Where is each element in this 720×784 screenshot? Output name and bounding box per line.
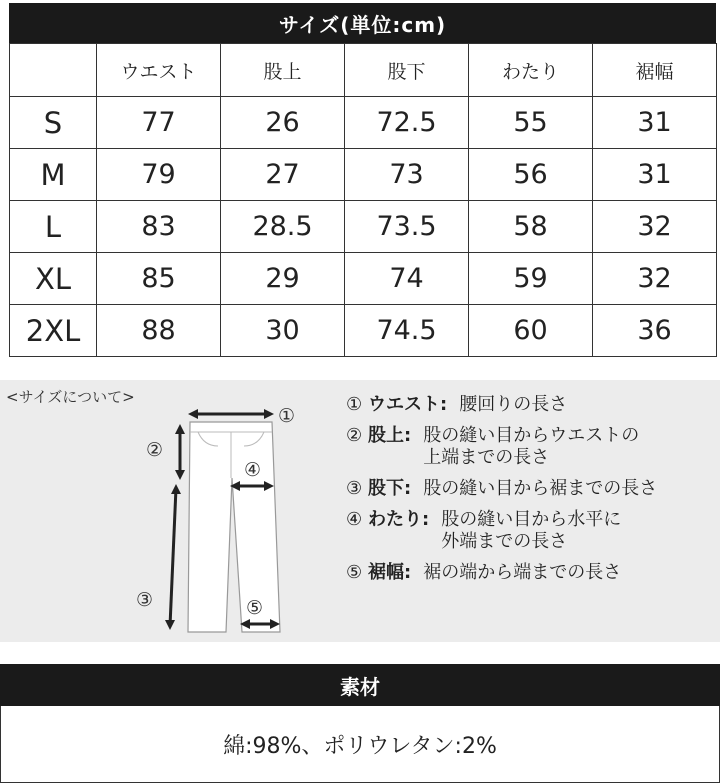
column-header-hem: 裾幅 [593,44,717,97]
column-header-thigh: わたり [469,44,593,97]
table-cell: 32 [593,201,717,253]
table-cell: 56 [469,149,593,201]
measurement-legend [346,394,716,593]
table-cell: 59 [469,253,593,305]
table-cell: 72.5 [345,97,469,149]
list-item [346,509,716,553]
legend-term: 裾幅 [368,562,404,583]
inseam-arrow-icon [170,488,176,626]
legend-colon: : [422,509,430,530]
legend-colon: : [404,562,412,583]
list-item [346,478,716,500]
table-cell: 31 [593,97,717,149]
table-cell: 30 [221,305,345,357]
legend-description: 裾の端から端までの長さ [423,562,622,583]
column-header-inseam: 股下 [345,44,469,97]
table-row [10,97,717,149]
list-item [346,425,716,469]
legend-colon: : [440,394,448,415]
table-cell: 32 [593,253,717,305]
table-cell: 36 [593,305,717,357]
material-box [0,706,720,783]
table-cell: 58 [469,201,593,253]
size-guide-title: <サイズについて> [6,388,135,406]
legend-description: 腰回りの長さ [459,394,568,415]
table-cell: 73.5 [345,201,469,253]
diagram-number-3: ③ [136,589,154,611]
size-label: S [10,97,97,149]
legend-colon: : [404,478,412,499]
legend-number: ① [346,394,363,415]
column-header [10,44,97,97]
column-header-waist: ウエスト [97,44,221,97]
list-item [346,394,716,416]
table-header-row [10,44,717,97]
legend-description: 股の縫い目から裾までの長さ [423,478,658,499]
diagram-number-5: ⑤ [246,597,264,619]
legend-description: 股の縫い目から水平に 外端までの長さ [441,509,622,552]
table-cell: 60 [469,305,593,357]
table-row [10,253,717,305]
legend-number: ⑤ [346,562,363,583]
diagram-number-4: ④ [244,459,262,481]
pants-diagram [130,388,310,638]
column-header-rise: 股上 [221,44,345,97]
table-cell: 88 [97,305,221,357]
table-cell: 85 [97,253,221,305]
legend-number: ② [346,425,363,446]
size-label: L [10,201,97,253]
legend-term: 股上 [368,425,404,446]
size-label: 2XL [10,305,97,357]
table-row [10,149,717,201]
table-cell: 83 [97,201,221,253]
table-cell: 27 [221,149,345,201]
size-chart-title: サイズ(単位:cm) [9,3,716,43]
legend-description: 股の縫い目からウエストの 上端までの長さ [423,425,640,468]
table-cell: 73 [345,149,469,201]
legend-number: ③ [346,478,363,499]
size-label: M [10,149,97,201]
size-table [9,43,717,357]
table-cell: 29 [221,253,345,305]
legend-term: ウエスト [368,394,440,415]
legend-colon: : [404,425,412,446]
table-cell: 77 [97,97,221,149]
table-cell: 55 [469,97,593,149]
size-guide-panel [0,380,720,642]
table-cell: 74.5 [345,305,469,357]
table-cell: 79 [97,149,221,201]
table-cell: 26 [221,97,345,149]
material-title: 素材 [0,664,720,706]
legend-term: わたり [368,509,422,530]
size-label: XL [10,253,97,305]
table-cell: 28.5 [221,201,345,253]
pants-outline-icon [188,422,280,632]
table-cell: 31 [593,149,717,201]
table-cell: 74 [345,253,469,305]
diagram-number-1: ① [278,405,296,427]
legend-number: ④ [346,509,363,530]
list-item [346,562,716,584]
legend-term: 股下 [368,478,404,499]
material-text: 綿:98%、ポリウレタン:2% [223,733,497,759]
diagram-number-2: ② [146,439,164,461]
table-row [10,201,717,253]
table-row [10,305,717,357]
